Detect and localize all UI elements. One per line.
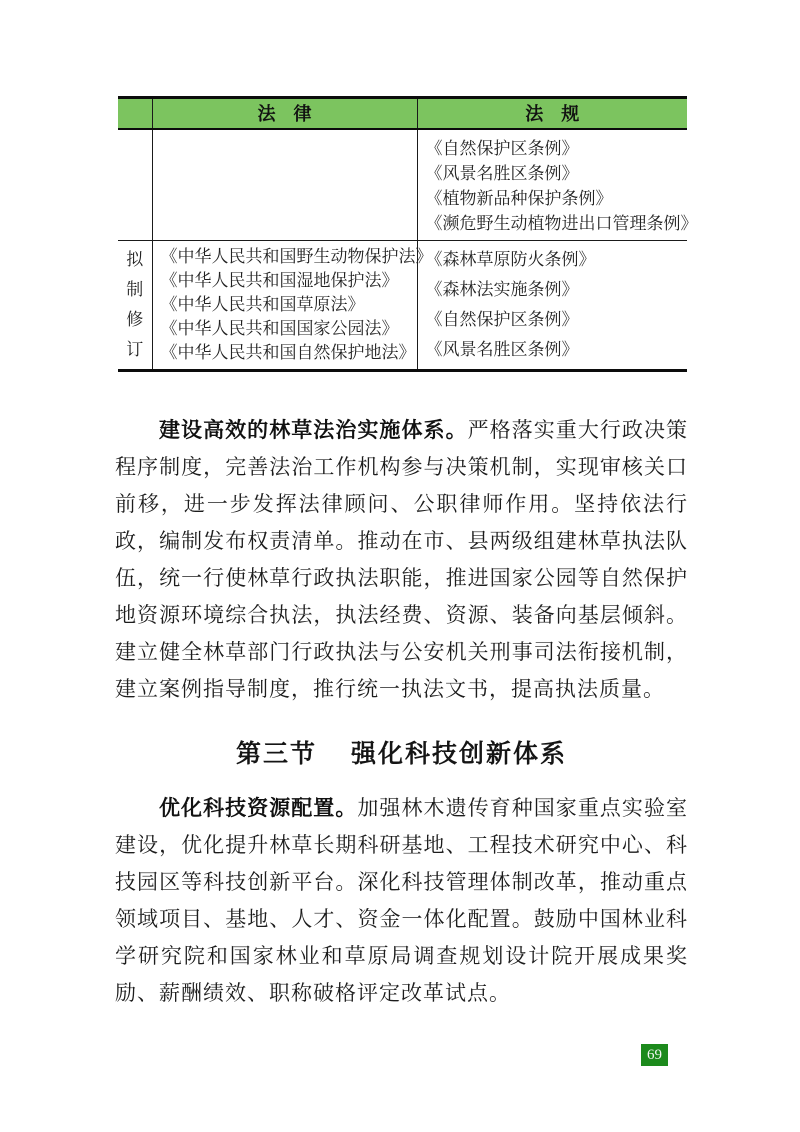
paragraph-text: 严格落实重大行政决策程序制度，完善法治工作机构参与决策机制，实现审核关口前移，进一步发挥法律顾问、公职律师作用。坚持依法行政，编制发布权责清单。推动在市、县两级组建林草执法队伍，统一行使林草行政执法职能，推进国家公园等自然保护地资源环境综合执法，执法经费、资源、装备向基层倾斜。建立健全林草部门行政执法与公安机关刑事司法衔接机制，建立案例指导制度，推行统一执法文书，提高执法质量。 — [115, 417, 688, 701]
regulation-item: 《风景名胜区条例》 — [425, 339, 579, 359]
law-item: 《中华人民共和国国家公园法》 — [160, 318, 399, 338]
content-column — [115, 0, 698, 1012]
law-item: 《中华人民共和国湿地保护法》 — [160, 270, 399, 290]
regulation-item: 《森林草原防火条例》 — [425, 249, 596, 269]
body-paragraph — [115, 790, 688, 1012]
regulation-item: 《自然保护区条例》 — [425, 138, 579, 158]
laws-cell — [152, 240, 433, 370]
section-number: 第三节 — [235, 739, 317, 768]
laws-regulations-table — [118, 96, 698, 372]
header-cell-row-label — [118, 98, 152, 129]
regulations-cell — [417, 129, 698, 241]
regulation-item: 《自然保护区条例》 — [425, 309, 579, 329]
section-heading — [115, 734, 688, 774]
regulations-cell — [417, 240, 687, 370]
body-paragraph — [115, 412, 688, 708]
regulation-item: 《植物新品种保护条例》 — [425, 188, 613, 208]
row-label-cell — [118, 240, 152, 370]
law-item: 《中华人民共和国草原法》 — [160, 294, 365, 314]
law-item: 《中华人民共和国自然保护地法》 — [160, 342, 416, 362]
paragraph-text: 加强林木遗传育种国家重点实验室建设，优化提升林草长期科研基地、工程技术研究中心、科技园区等科技创新平台。深化科技管理体制改革，推动重点领域项目、基地、人才、资金一体化配置。鼓励中国林业科学研究院和国家林业和草原局调查规划设计院开展成果奖励、薪酬绩效、职称破格评定改革试点。 — [115, 795, 688, 1005]
regulation-item: 《濒危野生动植物进出口管理条例》 — [425, 213, 698, 233]
law-item: 《中华人民共和国野生动物保护法》 — [160, 246, 433, 266]
regulation-item: 《森林法实施条例》 — [425, 279, 579, 299]
row-label-cell — [118, 129, 152, 241]
paragraph-lead: 建设高效的林草法治实施体系。 — [159, 417, 468, 442]
page-number-badge: 69 — [641, 1044, 668, 1066]
table-row — [118, 240, 687, 370]
row-label-vertical: 拟制修订 — [126, 249, 144, 359]
table-header-row — [118, 98, 687, 129]
laws-cell — [152, 129, 417, 241]
table-row — [118, 129, 687, 241]
header-cell-regulation: 法 规 — [417, 98, 687, 129]
paragraph-lead: 优化科技资源配置。 — [159, 795, 358, 820]
header-cell-law: 法 律 — [152, 98, 417, 129]
section-title: 强化科技创新体系 — [351, 739, 568, 768]
regulation-item: 《风景名胜区条例》 — [425, 163, 579, 183]
